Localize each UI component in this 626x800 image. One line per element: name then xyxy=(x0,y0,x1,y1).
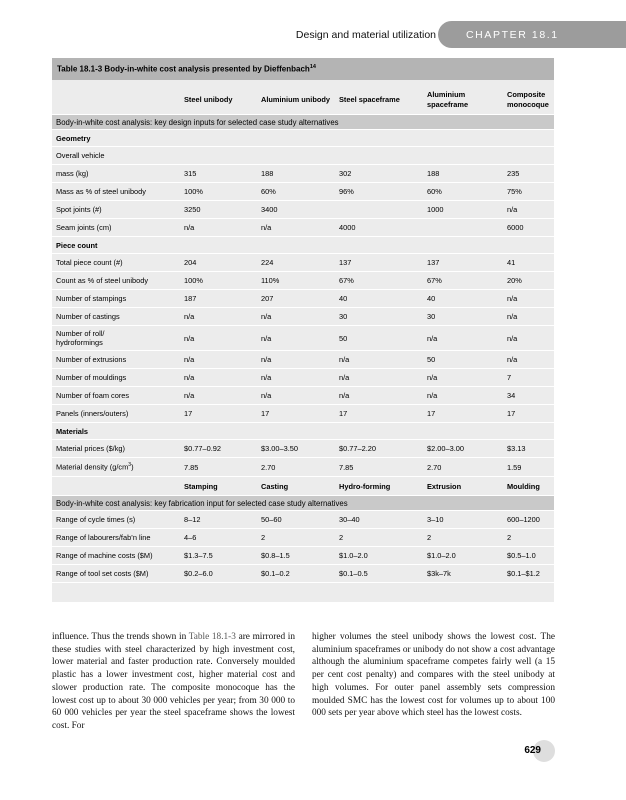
table-header-row xyxy=(52,84,554,115)
row-label: Number of castings xyxy=(52,308,180,326)
table-cell: 3–10 xyxy=(423,511,503,529)
table-cell: 2 xyxy=(423,529,503,547)
body-text-right-column: higher volumes the steel unibody shows the lowest cost. The aluminium spaceframes or unibody do not show a cost advantage although the aluminium spaceframe competes fairly well (a 15 per cent cost penalty) and compares with the steel unibody at high volumes. For outer panel assembly sets compression moulded SMC has the lowest cost for volumes up to about 100 000 sets per year above which steel has the lowest costs. xyxy=(312,632,555,719)
table-cell: $3k–7k xyxy=(423,565,503,583)
row-label: Range of tool set costs ($M) xyxy=(52,565,180,583)
table-cell: 17 xyxy=(423,405,503,423)
table-row xyxy=(52,201,554,219)
header-aluminium-spaceframe: Aluminium spaceframe xyxy=(423,84,503,115)
table-cell: 137 xyxy=(335,254,423,272)
table-cell: n/a xyxy=(180,326,257,351)
table-cell: 50–60 xyxy=(257,511,335,529)
table-cell: 2.70 xyxy=(423,458,503,477)
row-label: Range of machine costs ($M) xyxy=(52,547,180,565)
table-caption-text: Table 18.1-3 Body-in-white cost analysis presented by Dieffenbach xyxy=(57,64,310,74)
table-cell: 188 xyxy=(257,165,335,183)
table-row xyxy=(52,529,554,547)
section-title-fabrication: Body-in-white cost analysis: key fabrication input for selected case study alternatives xyxy=(52,496,554,511)
row-label: Total piece count (#) xyxy=(52,254,180,272)
table-cell: 6000 xyxy=(503,219,554,237)
table-row xyxy=(52,440,554,458)
header-steel-spaceframe: Steel spaceframe xyxy=(335,84,423,115)
page-number-block xyxy=(489,740,543,762)
table-cell: 40 xyxy=(335,290,423,308)
table-row xyxy=(52,183,554,201)
row-label-line2: hydroformings xyxy=(56,338,103,347)
table-cell: $0.8–1.5 xyxy=(257,547,335,565)
table-cell: $0.77–2.20 xyxy=(335,440,423,458)
header-composite-monocoque: Composite monocoque xyxy=(503,84,554,115)
table-row xyxy=(52,547,554,565)
table-cell: 40 xyxy=(423,290,503,308)
table-cell: $0.2–6.0 xyxy=(180,565,257,583)
table-cell: n/a xyxy=(257,387,335,405)
subheader-row xyxy=(52,237,554,254)
section-header-row xyxy=(52,496,554,511)
subheader-row xyxy=(52,423,554,440)
table-cell: 100% xyxy=(180,272,257,290)
table-cell: 7.85 xyxy=(335,458,423,477)
table-cell: n/a xyxy=(180,219,257,237)
table-cell xyxy=(335,201,423,219)
chapter-label: CHAPTER 18.1 xyxy=(466,29,559,41)
table-cell: 96% xyxy=(335,183,423,201)
table-cell: 4–6 xyxy=(180,529,257,547)
header-aluminium-unibody: Aluminium unibody xyxy=(257,84,335,115)
table-cell: 2 xyxy=(257,529,335,547)
table-cell: n/a xyxy=(503,290,554,308)
table-cell: 67% xyxy=(335,272,423,290)
table-cell: 187 xyxy=(180,290,257,308)
table-cell: 50 xyxy=(335,326,423,351)
table-cell: $0.5–1.0 xyxy=(503,547,554,565)
cost-analysis-table xyxy=(52,84,554,583)
table-cell: n/a xyxy=(180,387,257,405)
table-cell: 100% xyxy=(180,183,257,201)
table-cell: 67% xyxy=(423,272,503,290)
table-cell: n/a xyxy=(257,326,335,351)
table-row xyxy=(52,165,554,183)
row-label: Material prices ($/kg) xyxy=(52,440,180,458)
table-cell: $2.00–3.00 xyxy=(423,440,503,458)
table-cell: 235 xyxy=(503,165,554,183)
table-cell: $1.0–2.0 xyxy=(423,547,503,565)
page-number: 629 xyxy=(524,745,541,756)
body-text-left-column xyxy=(52,631,295,733)
table-cell: 3250 xyxy=(180,201,257,219)
row-label-line1: Number of roll/ xyxy=(56,329,105,338)
table-cell: n/a xyxy=(503,351,554,369)
table-cell: n/a xyxy=(180,351,257,369)
table-row xyxy=(52,458,554,477)
header-steel-unibody: Steel unibody xyxy=(180,84,257,115)
table-cell: 137 xyxy=(423,254,503,272)
table-row xyxy=(52,405,554,423)
table-row xyxy=(52,387,554,405)
row-label xyxy=(52,458,180,477)
table-cell: 4000 xyxy=(335,219,423,237)
row-label: Number of stampings xyxy=(52,290,180,308)
table-cell: 2 xyxy=(335,529,423,547)
table-cell: n/a xyxy=(257,369,335,387)
table-cell: 17 xyxy=(180,405,257,423)
header-cell xyxy=(52,84,180,115)
row-label: Range of cycle times (s) xyxy=(52,511,180,529)
table-cell: 17 xyxy=(335,405,423,423)
table-cell: 30 xyxy=(423,308,503,326)
table-cell: 600–1200 xyxy=(503,511,554,529)
table-row xyxy=(52,272,554,290)
process-stamping: Stamping xyxy=(180,477,257,496)
table-cell: n/a xyxy=(335,387,423,405)
table-cell: 41 xyxy=(503,254,554,272)
table-cell: n/a xyxy=(335,351,423,369)
table-cell: 17 xyxy=(257,405,335,423)
table-cell: n/a xyxy=(503,326,554,351)
density-label: Material density (g/cm xyxy=(56,462,129,472)
table-row xyxy=(52,511,554,529)
body-text-left-start: influence. Thus the trends shown in xyxy=(52,632,189,642)
table-cell: 302 xyxy=(335,165,423,183)
row-label: Number of mouldings xyxy=(52,369,180,387)
process-casting: Casting xyxy=(257,477,335,496)
table-row xyxy=(52,326,554,351)
table-cell: 1000 xyxy=(423,201,503,219)
table-cell: 34 xyxy=(503,387,554,405)
table-cell: 2.70 xyxy=(257,458,335,477)
table-row xyxy=(52,290,554,308)
table-reference-link[interactable]: Table 18.1-3 xyxy=(188,632,236,642)
subheader-piece-count: Piece count xyxy=(52,237,554,254)
table-cell: n/a xyxy=(503,201,554,219)
table-cell: n/a xyxy=(180,308,257,326)
table-cell: 60% xyxy=(257,183,335,201)
table-cell: 7 xyxy=(503,369,554,387)
table-cell: 3400 xyxy=(257,201,335,219)
row-label: Seam joints (cm) xyxy=(52,219,180,237)
table-cell: $3.00–3.50 xyxy=(257,440,335,458)
table-cell: 110% xyxy=(257,272,335,290)
table-cell: n/a xyxy=(257,219,335,237)
running-header-title: Design and material utilization xyxy=(295,29,436,41)
process-header-row xyxy=(52,477,554,496)
caption-reference: 14 xyxy=(309,64,316,70)
table-cell: n/a xyxy=(423,369,503,387)
row-label: Number of foam cores xyxy=(52,387,180,405)
table-cell: n/a xyxy=(423,387,503,405)
table-cell: $0.1–$1.2 xyxy=(503,565,554,583)
table-cell: n/a xyxy=(257,351,335,369)
table-cell: $1.3–7.5 xyxy=(180,547,257,565)
table-cell: 8–12 xyxy=(180,511,257,529)
subheader-row xyxy=(52,130,554,147)
table-cell: n/a xyxy=(335,369,423,387)
table-cell: 17 xyxy=(503,405,554,423)
process-moulding: Moulding xyxy=(503,477,554,496)
table-cell: $3.13 xyxy=(503,440,554,458)
table-cell: 207 xyxy=(257,290,335,308)
table-row xyxy=(52,254,554,272)
row-label: Count as % of steel unibody xyxy=(52,272,180,290)
table-cell: n/a xyxy=(503,308,554,326)
table-cell: 2 xyxy=(503,529,554,547)
row-label: Range of labourers/fab’n line xyxy=(52,529,180,547)
table-row xyxy=(52,308,554,326)
density-close: ) xyxy=(131,462,134,472)
process-hydroforming: Hydro-forming xyxy=(335,477,423,496)
table-cell xyxy=(423,219,503,237)
section-title-design-inputs: Body-in-white cost analysis: key design inputs for selected case study alternatives xyxy=(52,115,554,130)
subheader-materials: Materials xyxy=(52,423,554,440)
row-label: Mass as % of steel unibody xyxy=(52,183,180,201)
table-cell: 1.59 xyxy=(503,458,554,477)
table-cell: $0.1–0.5 xyxy=(335,565,423,583)
table-cell: 50 xyxy=(423,351,503,369)
table-cell: $1.0–2.0 xyxy=(335,547,423,565)
row-label: Overall vehicle xyxy=(52,147,554,165)
density-superscript: 3 xyxy=(128,462,132,469)
table-row xyxy=(52,351,554,369)
table-cell: 30 xyxy=(335,308,423,326)
table-cell: $0.77–0.92 xyxy=(180,440,257,458)
table-cell: $0.1–0.2 xyxy=(257,565,335,583)
table-caption-bar xyxy=(52,58,554,80)
table-cell: 204 xyxy=(180,254,257,272)
table-caption xyxy=(57,64,316,74)
row-label: Number of extrusions xyxy=(52,351,180,369)
row-label: Spot joints (#) xyxy=(52,201,180,219)
table-cell: 20% xyxy=(503,272,554,290)
table-cell: 188 xyxy=(423,165,503,183)
table-cell: 75% xyxy=(503,183,554,201)
table-row xyxy=(52,369,554,387)
row-label: Panels (inners/outers) xyxy=(52,405,180,423)
table-cell: 30–40 xyxy=(335,511,423,529)
table-cell: 224 xyxy=(257,254,335,272)
row-label: mass (kg) xyxy=(52,165,180,183)
table-cell xyxy=(52,477,180,496)
table-cell: 60% xyxy=(423,183,503,201)
body-text-left-rest: are mirrored in these studies with steel characterized by high investment cost, lower material and faster production rate. Conversely moulded plastic has a lower investment cost, higher material cost and slower production rate. The composite monocoque has the lowest cost up to about 30 000 vehicles per year; from 30 000 to 60 000 vehicles per year the steel spaceframe shows the lowest cost. For xyxy=(52,632,295,731)
table-row xyxy=(52,565,554,583)
table-row xyxy=(52,147,554,165)
table-cell: n/a xyxy=(180,369,257,387)
row-label xyxy=(52,326,180,351)
table-row xyxy=(52,219,554,237)
process-extrusion: Extrusion xyxy=(423,477,503,496)
section-header-row xyxy=(52,115,554,130)
table-cell: n/a xyxy=(423,326,503,351)
subheader-geometry: Geometry xyxy=(52,130,554,147)
table-cell: 7.85 xyxy=(180,458,257,477)
table-cell: 315 xyxy=(180,165,257,183)
table-cell: n/a xyxy=(257,308,335,326)
